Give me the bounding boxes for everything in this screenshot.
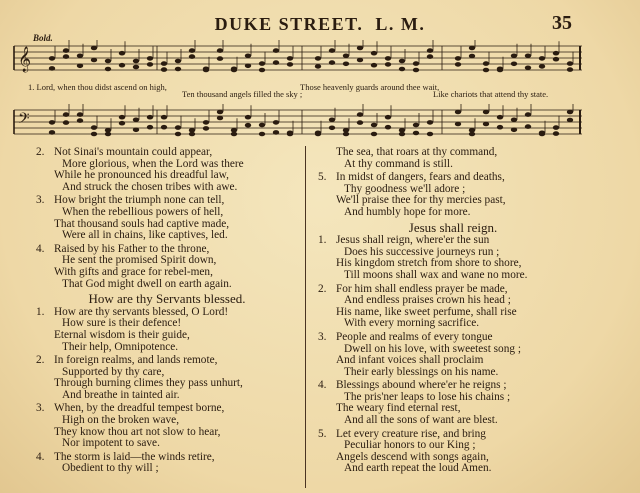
stanza bbox=[318, 332, 588, 378]
stanza-number: 4. bbox=[318, 379, 327, 392]
note-head bbox=[175, 67, 181, 72]
left-column bbox=[36, 147, 298, 477]
note-head bbox=[119, 121, 125, 126]
note-head bbox=[329, 126, 335, 131]
note-head bbox=[77, 112, 83, 117]
note-head bbox=[203, 126, 209, 131]
stanza bbox=[36, 452, 298, 475]
note-head bbox=[273, 60, 279, 65]
note-head bbox=[77, 64, 83, 69]
note-head bbox=[119, 115, 125, 120]
note-head bbox=[413, 131, 419, 136]
verse-line: How are thy servants blessed, O Lord! bbox=[54, 305, 229, 318]
verse-line: Angels descend with songs again, bbox=[336, 450, 489, 463]
verse-line: In foreign realms, and lands remote, bbox=[54, 354, 218, 367]
stanza bbox=[36, 307, 298, 353]
note-head bbox=[343, 132, 349, 137]
tune-name: DUKE STREET. bbox=[214, 14, 364, 34]
note-head bbox=[427, 120, 433, 125]
verse-line: Raised by his Father to the throne, bbox=[54, 242, 210, 255]
stanza-number: 1. bbox=[36, 305, 45, 318]
note-head bbox=[245, 64, 251, 69]
note-head bbox=[49, 66, 55, 71]
stanza bbox=[318, 235, 588, 281]
stanza-number: 3. bbox=[36, 194, 45, 207]
note-head bbox=[63, 112, 69, 117]
note-head bbox=[357, 46, 363, 51]
note-head bbox=[49, 130, 55, 135]
note-head bbox=[525, 54, 531, 59]
verse-line: With gifts and grace for rebel-men, bbox=[54, 265, 213, 278]
stanza bbox=[36, 244, 298, 290]
note-head bbox=[497, 115, 503, 120]
verse-line: How sure is their defence! bbox=[62, 317, 182, 330]
stanza-number: 5. bbox=[318, 171, 327, 184]
note-head bbox=[525, 124, 531, 129]
verse-line: Were all in chains, like captives, led. bbox=[62, 229, 228, 242]
verse-line: That thousand souls had captive made, bbox=[54, 217, 230, 230]
verse-line: The weary find eternal rest, bbox=[336, 402, 461, 415]
note-head bbox=[539, 64, 545, 69]
note-head bbox=[203, 120, 209, 125]
verse-line: The storm is laid—the winds retire, bbox=[54, 450, 215, 463]
note-head bbox=[273, 120, 279, 125]
note-head bbox=[427, 132, 433, 137]
note-head bbox=[119, 51, 125, 56]
verse-line: More glorious, when the Lord was there bbox=[62, 157, 244, 170]
note-head bbox=[525, 112, 531, 117]
note-head bbox=[567, 67, 573, 72]
tune-meter: L. M. bbox=[375, 14, 426, 34]
note-head bbox=[385, 125, 391, 130]
verse-line: Nor impotent to save. bbox=[62, 437, 160, 450]
note-head bbox=[147, 56, 153, 61]
verse-line: And infant voices shall proclaim bbox=[336, 354, 484, 367]
note-head bbox=[245, 54, 251, 59]
verse-line: Dwell on his love, with sweetest song ; bbox=[344, 342, 521, 355]
note-head bbox=[497, 68, 503, 73]
verse-line: In midst of dangers, fears and deaths, bbox=[336, 171, 505, 184]
note-head bbox=[511, 54, 517, 59]
verse-line: Supported by thy care, bbox=[62, 365, 165, 378]
note-head bbox=[105, 132, 111, 137]
note-head bbox=[217, 116, 223, 121]
stanza bbox=[318, 380, 588, 426]
note-head bbox=[329, 60, 335, 65]
note-head bbox=[147, 115, 153, 120]
note-head bbox=[329, 118, 335, 123]
note-head bbox=[259, 132, 265, 137]
stanza bbox=[36, 147, 298, 193]
tempo-marking: Bold. bbox=[33, 33, 53, 43]
stanza bbox=[36, 403, 298, 449]
stanza-number: 2. bbox=[318, 282, 327, 295]
verse-line: People and realms of every tongue bbox=[336, 330, 493, 343]
note-head bbox=[147, 125, 153, 130]
note-head bbox=[385, 115, 391, 120]
note-head bbox=[315, 132, 321, 137]
note-head bbox=[539, 132, 545, 137]
verse-line: Obedient to thy will ; bbox=[62, 462, 159, 475]
stanza-number: 2. bbox=[36, 354, 45, 367]
note-head bbox=[567, 61, 573, 66]
hymn-title: How are thy Servants blessed. bbox=[88, 291, 246, 307]
note-head bbox=[175, 132, 181, 137]
note-head bbox=[371, 123, 377, 128]
note-head bbox=[77, 118, 83, 123]
note-head bbox=[91, 125, 97, 130]
verse-line: And endless praises crown his head ; bbox=[344, 294, 511, 307]
verse-line: Does his successive journeys run ; bbox=[344, 245, 500, 258]
lyric-line-1: 1. Lord, when thou didst ascend on high, bbox=[28, 82, 167, 92]
verse-line: The pris'ner leaps to lose his chains ; bbox=[344, 390, 511, 403]
note-head bbox=[63, 48, 69, 53]
verse-line: Jesus shall reign, where'er the sun bbox=[336, 234, 490, 247]
note-head bbox=[133, 118, 139, 123]
note-head bbox=[217, 56, 223, 61]
verse-line: And all the sons of want are blest. bbox=[344, 414, 498, 427]
stanza bbox=[36, 195, 298, 241]
stanza-number: 1. bbox=[318, 234, 327, 247]
note-head bbox=[259, 123, 265, 128]
note-head bbox=[133, 128, 139, 133]
note-head bbox=[189, 48, 195, 53]
verse-line: While he pronounced his dreadful law, bbox=[54, 169, 229, 182]
verse-line: Till moons shall wax and wane no more. bbox=[344, 268, 528, 281]
note-head bbox=[63, 54, 69, 59]
page-number: 35 bbox=[552, 12, 572, 34]
right-column bbox=[318, 147, 588, 477]
note-head bbox=[217, 48, 223, 53]
verse-line: He sent the promised Spirit down, bbox=[62, 254, 217, 267]
verse-line: Thy goodness we'll adore ; bbox=[344, 182, 466, 195]
stanza bbox=[318, 429, 588, 475]
note-head bbox=[413, 123, 419, 128]
note-head bbox=[161, 67, 167, 72]
note-head bbox=[175, 59, 181, 64]
verse-line: His kingdom stretch from shore to shore, bbox=[336, 257, 522, 270]
note-head bbox=[427, 48, 433, 53]
verse-line: That God might dwell on earth again. bbox=[62, 277, 232, 290]
note-head bbox=[329, 48, 335, 53]
verse-line: Not Sinai's mountain could appear, bbox=[54, 146, 213, 158]
note-head bbox=[119, 63, 125, 68]
note-head bbox=[231, 132, 237, 137]
note-head bbox=[259, 61, 265, 66]
note-head bbox=[357, 58, 363, 63]
verse-line: And struck the chosen tribes with awe. bbox=[62, 180, 238, 193]
lyric-line-2: Those heavenly guards around thee wait, bbox=[300, 82, 440, 92]
verse-line: And earth repeat the loud Amen. bbox=[344, 462, 492, 475]
note-head bbox=[525, 66, 531, 71]
note-head bbox=[203, 68, 209, 73]
note-head bbox=[371, 63, 377, 68]
verse-line: How bright the triumph none can tell, bbox=[54, 194, 225, 207]
note-head bbox=[133, 59, 139, 64]
note-head bbox=[539, 56, 545, 61]
note-head bbox=[371, 132, 377, 137]
verse-line: Let every creature rise, and bring bbox=[336, 427, 486, 440]
verse-line: High on the broken wave, bbox=[62, 414, 180, 427]
note-head bbox=[273, 130, 279, 135]
verse-line: Their early blessings on his name. bbox=[344, 365, 499, 378]
note-head bbox=[553, 57, 559, 62]
note-head bbox=[259, 68, 265, 73]
note-head bbox=[105, 59, 111, 64]
note-head bbox=[49, 56, 55, 61]
note-head bbox=[357, 112, 363, 117]
note-head bbox=[231, 68, 237, 73]
verse-line: When, by the dreadful tempest borne, bbox=[54, 402, 225, 415]
note-head bbox=[455, 110, 461, 115]
verse-line: The sea, that roars at thy command, bbox=[336, 146, 498, 158]
note-head bbox=[105, 67, 111, 72]
note-head bbox=[455, 122, 461, 127]
verse-line: Through burning climes they pass unhurt, bbox=[54, 377, 243, 390]
note-head bbox=[49, 120, 55, 125]
note-head bbox=[91, 46, 97, 51]
verse-line: Eternal wisdom is their guide, bbox=[54, 328, 190, 341]
note-head bbox=[287, 62, 293, 67]
note-head bbox=[455, 56, 461, 61]
note-head bbox=[63, 120, 69, 125]
note-head bbox=[455, 62, 461, 67]
lyric-line-4: Like chariots that attend thy state. bbox=[433, 89, 549, 99]
music-staff-bass bbox=[12, 104, 584, 144]
verse-line: When the rebellious powers of hell, bbox=[62, 205, 224, 218]
hymn-title: Jesus shall reign. bbox=[408, 219, 498, 235]
note-head bbox=[553, 131, 559, 136]
stanza-number: 4. bbox=[36, 450, 45, 463]
note-head bbox=[343, 62, 349, 67]
note-head bbox=[469, 54, 475, 59]
note-head bbox=[189, 54, 195, 59]
stanza bbox=[36, 355, 298, 401]
verse-line: Blessings abound where'er he reigns ; bbox=[336, 379, 507, 392]
note-head bbox=[469, 132, 475, 137]
note-head bbox=[175, 125, 181, 130]
stanza-number: 3. bbox=[318, 330, 327, 343]
note-head bbox=[511, 62, 517, 67]
note-head bbox=[553, 51, 559, 56]
note-head bbox=[147, 62, 153, 67]
note-head bbox=[399, 67, 405, 72]
verse-line: With every morning sacrifice. bbox=[344, 317, 480, 330]
stanza-number: 3. bbox=[36, 402, 45, 415]
note-head bbox=[483, 61, 489, 66]
note-head bbox=[567, 118, 573, 123]
note-head bbox=[399, 59, 405, 64]
note-head bbox=[511, 128, 517, 133]
note-head bbox=[497, 125, 503, 130]
svg-text:𝄢: 𝄢 bbox=[18, 110, 30, 131]
note-head bbox=[245, 123, 251, 128]
note-head bbox=[161, 61, 167, 66]
note-head bbox=[371, 51, 377, 56]
verse-line: For him shall endless prayer be made, bbox=[336, 282, 508, 295]
stanza-number: 2. bbox=[36, 146, 45, 158]
note-head bbox=[315, 64, 321, 69]
note-head bbox=[315, 56, 321, 61]
verse-line: They know thou art not slow to hear, bbox=[54, 425, 221, 438]
note-head bbox=[245, 115, 251, 120]
verse-line: Peculiar honors to our King ; bbox=[344, 439, 476, 452]
verse-line: We'll praise thee for thy mercies past, bbox=[336, 194, 506, 207]
note-head bbox=[399, 132, 405, 137]
note-head bbox=[77, 54, 83, 59]
note-head bbox=[511, 118, 517, 123]
note-head bbox=[483, 122, 489, 127]
note-head bbox=[567, 110, 573, 115]
note-head bbox=[91, 132, 97, 137]
note-head bbox=[413, 61, 419, 66]
stanza-number: 4. bbox=[36, 242, 45, 255]
note-head bbox=[357, 120, 363, 125]
note-head bbox=[553, 125, 559, 130]
stanza-continuation bbox=[318, 147, 588, 170]
note-head bbox=[91, 58, 97, 63]
note-head bbox=[343, 54, 349, 59]
note-head bbox=[427, 54, 433, 59]
note-head bbox=[385, 56, 391, 61]
verse-line: And breathe in tainted air. bbox=[62, 388, 180, 401]
stanza bbox=[318, 172, 588, 218]
stanza-number: 5. bbox=[318, 427, 327, 440]
note-head bbox=[273, 48, 279, 53]
stanza bbox=[318, 284, 588, 330]
verse-line: And humbly hope for more. bbox=[344, 205, 471, 218]
lyric-line-3: Ten thousand angels filled the sky ; bbox=[182, 89, 303, 99]
note-head bbox=[133, 65, 139, 70]
note-head bbox=[413, 68, 419, 73]
note-head bbox=[483, 68, 489, 73]
note-head bbox=[189, 132, 195, 137]
note-head bbox=[385, 62, 391, 67]
svg-text:𝄞: 𝄞 bbox=[18, 47, 32, 72]
verse-line: Their help, Omnipotence. bbox=[62, 340, 179, 353]
hymn-tune-title bbox=[0, 14, 640, 35]
note-head bbox=[217, 110, 223, 115]
verse-line: His name, like sweet perfume, shall rise bbox=[336, 305, 517, 318]
note-head bbox=[161, 125, 167, 130]
note-head bbox=[287, 56, 293, 61]
note-head bbox=[161, 115, 167, 120]
verse-line: At thy command is still. bbox=[344, 157, 453, 170]
note-head bbox=[483, 110, 489, 115]
note-head bbox=[287, 132, 293, 137]
note-head bbox=[469, 46, 475, 51]
column-divider bbox=[305, 146, 306, 488]
